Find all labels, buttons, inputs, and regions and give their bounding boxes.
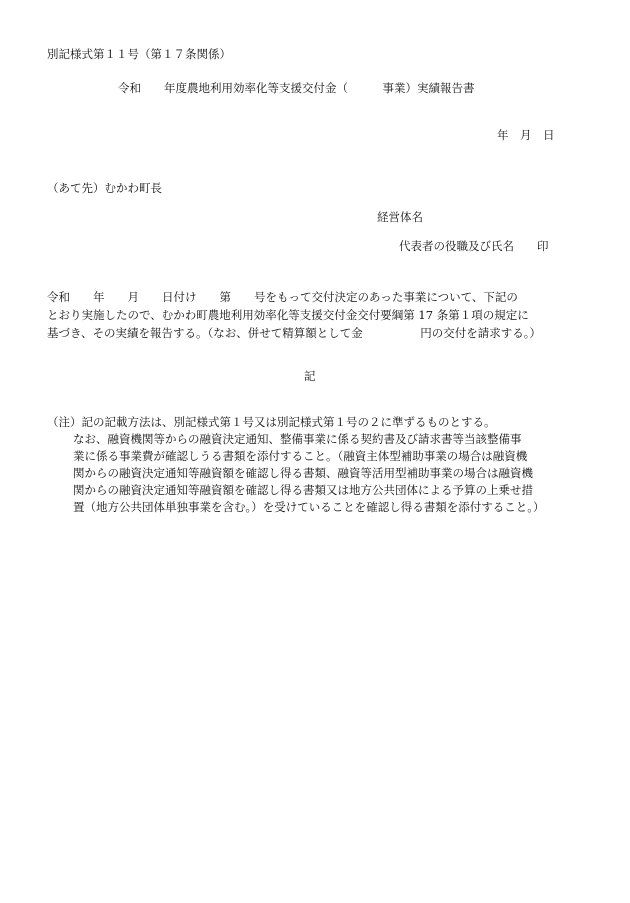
body-line: 令和 年 月 日付け 第 号をもって交付決定のあった事業について、下記の — [47, 290, 518, 304]
note-line: 置（地方公共団体単独事業を含む。）を受けていることを確認し得る書類を添付すること。） — [73, 500, 545, 514]
form-number: 別記様式第１１号（第１７条関係） — [47, 47, 231, 61]
document-title: 令和 年度農地利用効率化等支援交付金（ 事業）実績報告書 — [118, 81, 475, 95]
note-line: なお、融資機関等からの融資決定通知、整備事業に係る契約書及び請求書等当該整備事 — [73, 432, 522, 446]
body-line: 基づき、その実績を報告する。（なお、併せて精算額として金 円の交付を請求する。） — [47, 326, 542, 340]
body-line: とおり実施したので、むかわ町農地利用効率化等支援交付金交付要綱第 17 条第１項の規定に — [47, 308, 529, 322]
note-line: （注）記の記載方法は、別記様式第１号又は別記様式第１号の２に準ずるものとする。 — [47, 415, 496, 429]
addressee: （あて先）むかわ町長 — [47, 181, 162, 195]
note-line: 業に係る事業費が確認しうる書類を添付すること。（融資主体型補助事業の場合は融資機 — [73, 449, 528, 463]
date-line: 年 月 日 — [497, 128, 555, 142]
note-line: 関からの融資決定通知等融資額を確認し得る書類、融資等活用型補助事業の場合は融資機 — [73, 466, 533, 480]
ki-heading: 記 — [304, 369, 316, 383]
note-line: 関からの融資決定通知等融資額を確認し得る書類又は地方公共団体による予算の上乗せ措 — [73, 483, 533, 497]
organization-name-label: 経営体名 — [377, 210, 423, 224]
representative-label: 代表者の役職及び氏名 印 — [399, 239, 549, 253]
